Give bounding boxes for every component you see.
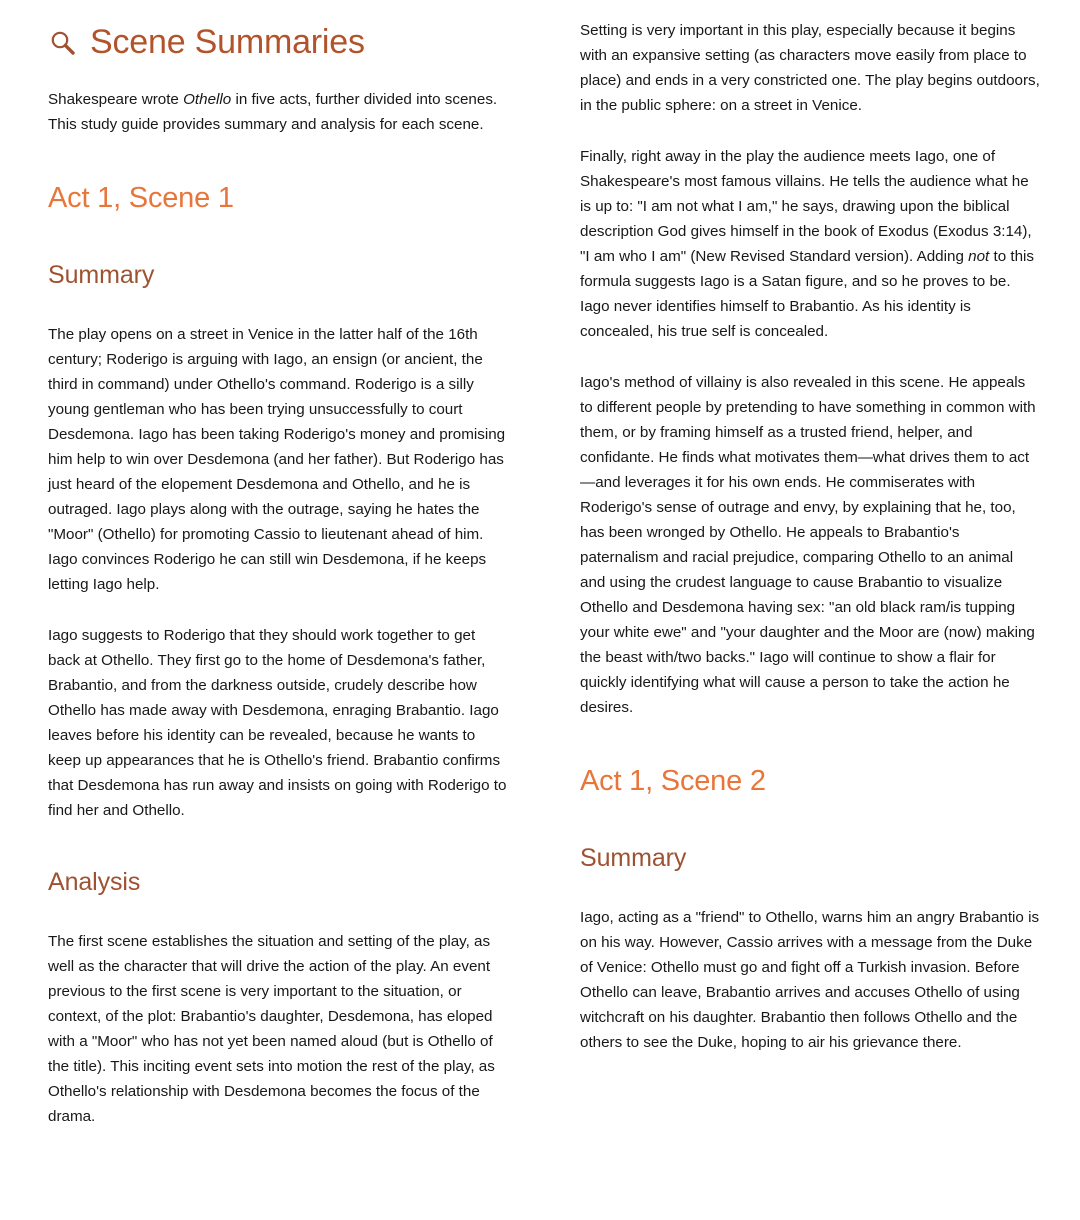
page-title bbox=[48, 24, 508, 61]
act1-scene1-analysis-paragraph-method: Iago's method of villainy is also revealed in this scene. He appeals to different people by pretending to have something in common with them, or by framing himself as a trusted friend, helper, and confidante. He finds what motivates them—what drives them to act—and leverages it for his own ends. He commiserates with Roderigo's sense of outrage and envy, by explaining that he, too, has been wronged by Othello. He appeals to Brabantio's paternalism and racial prejudice, comparing Othello to an animal and using the crudest language to cause Brabantio to visualize Othello and Desdemona having sex: "an old black ram/is tupping your white ewe" and "your daughter and the Moor are (now) making the beast with/two backs." Iago will continue to show a flair for quickly identifying what will cause a person to take the action he desires. bbox=[580, 374, 1036, 716]
two-column-layout bbox=[48, 18, 1040, 1213]
heading-act1-scene1-summary: Summary bbox=[48, 261, 155, 290]
intro-paragraph bbox=[48, 87, 508, 137]
act1-scene1-analysis-paragraph-1: The first scene establishes the situation and setting of the play, as well as the character that will drive the action of the play. An event previous to the first scene is very important to the situation, or context, of the plot: Brabantio's daughter, Desdemona, has eloped with a "Moor" who has not yet been named aloud (but is Othello of the title). This inciting event sets into motion the rest of the play, as Othello's relationship with Desdemona becomes the focus of the drama. bbox=[48, 933, 495, 1126]
intro-text-before: Shakespeare wrote bbox=[48, 91, 184, 109]
villain-text-part2: to this formula suggests Iago is a Satan figure, and so he proves to be. Iago never identifies himself to Brabantio. As his identity is concealed, his true self is concealed. bbox=[580, 248, 1034, 340]
villain-emphasis-not: not bbox=[968, 248, 990, 265]
heading-act1-scene1: Act 1, Scene 1 bbox=[48, 182, 234, 215]
heading-act1-scene1-analysis: Analysis bbox=[48, 868, 141, 897]
page-title-text: Scene Summaries bbox=[90, 23, 365, 61]
magnifying-glass-icon bbox=[48, 28, 78, 58]
heading-act1-scene2: Act 1, Scene 2 bbox=[580, 765, 766, 797]
intro-text-after: in five acts, further divided into scenes. This study guide provides summary and analysis for each scene. bbox=[48, 91, 498, 134]
act1-scene1-summary-paragraph-2: Iago suggests to Roderigo that they should work together to get back at Othello. They first go to the home of Desdemona's father, Brabantio, and from the darkness outside, crudely describe how Othello has made away with Desdemona, enraging Brabantio. Iago leaves before his identity can be revealed, because he wants to keep up appearances that he is Othello's friend. Brabantio confirms that Desdemona has run away and insists on going with Roderigo to find her and Othello. bbox=[48, 627, 507, 820]
act1-scene2-summary-paragraph-1: Iago, acting as a "friend" to Othello, warns him an angry Brabantio is on his way. However, Cassio arrives with a message from the Duke of Venice: Othello must go and fight off a Turkish invasion. Before Othello can leave, Brabantio arrives and accuses Othello of using witchcraft on his daughter. Brabantio then follows Othello and the others to see the Duke, hoping to air his grievance there. bbox=[580, 908, 1040, 1051]
heading-act1-scene2-summary: Summary bbox=[580, 843, 687, 872]
act1-scene1-analysis-paragraph-2: Setting is very important in this play, especially because it begins with an expansive setting (as characters move easily from place to place) and ends in a very constricted one. The play begins outdoors, in the public sphere: on a street in Venice. bbox=[580, 22, 1040, 114]
act1-scene1-summary-paragraph-1: The play opens on a street in Venice in the latter half of the 16th century; Roderigo is arguing with Iago, an ensign (or ancient, the third in command) under Othello's command. Roderigo is a silly young gentleman who has been trying unsuccessfully to court Desdemona. Iago has been taking Roderigo's money and promising him help to win over Desdemona (and her father). But Roderigo has just heard of the elopement Desdemona and Othello, and he is outraged. Iago plays along with the outrage, saying he hates the "Moor" (Othello) for promoting Cassio to lieutenant ahead of him. Iago convinces Roderigo he can still win Desdemona, if he keeps letting Iago help. bbox=[48, 326, 506, 594]
act1-scene1-analysis-paragraph-villain bbox=[580, 144, 1040, 344]
villain-text-part1: Finally, right away in the play the audience meets Iago, one of Shakespeare's most famous villains. He tells the audience what he is up to: "I am not what I am," he says, drawing upon the biblical description God gives himself in the book of Exodus (Exodus 3:14), "I am who I am" (New Revised Standard version). Adding bbox=[580, 148, 1032, 265]
intro-play-title: Othello bbox=[183, 91, 232, 109]
